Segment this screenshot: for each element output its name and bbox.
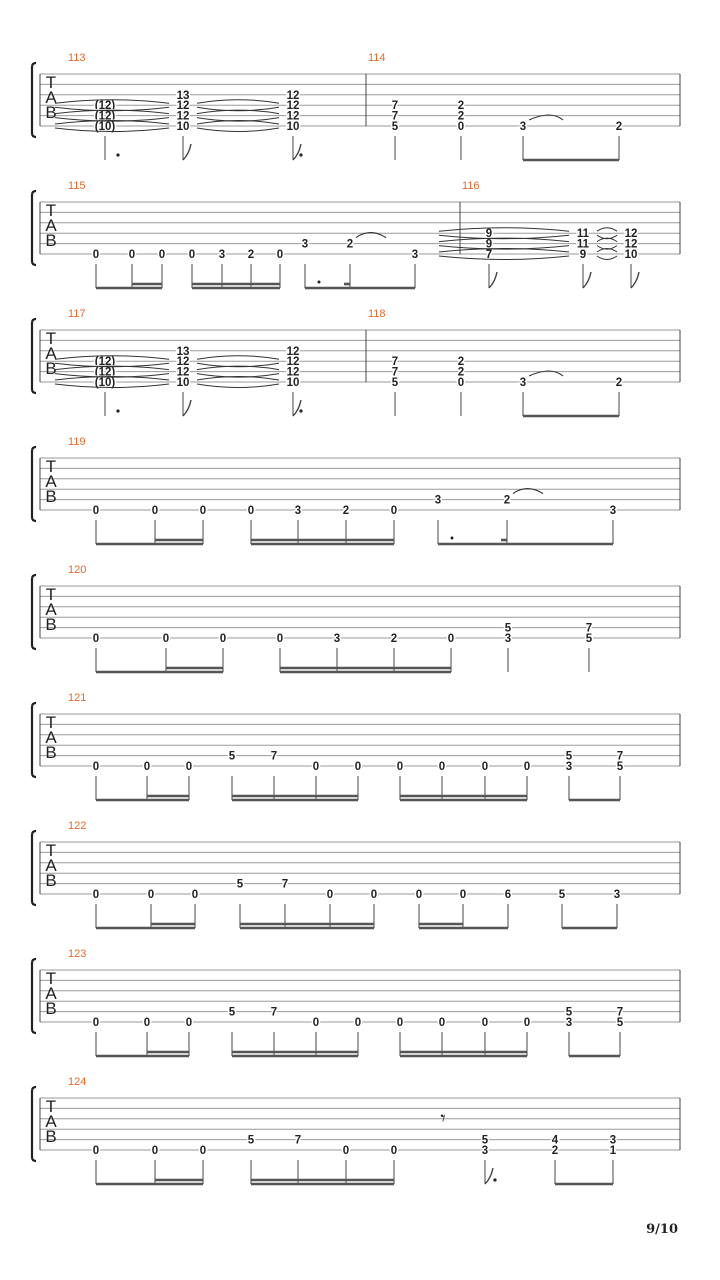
duration-dot xyxy=(493,1178,496,1181)
note-flag xyxy=(293,144,301,160)
fret-number: 10 xyxy=(286,121,300,133)
fret-number: 11 xyxy=(576,238,590,251)
fret-number: 3 xyxy=(434,494,442,507)
fret-number: 12 xyxy=(176,356,190,369)
fret-number: 0 xyxy=(457,377,465,389)
fret-number: 5 xyxy=(504,622,512,635)
duration-dot xyxy=(116,153,119,156)
measure-number: 116 xyxy=(462,180,480,192)
fret-number: 5 xyxy=(228,750,236,763)
fret-number: 10 xyxy=(176,121,190,133)
fret-number: 3 xyxy=(411,249,419,261)
fret-number: 0 xyxy=(354,1017,362,1029)
fret-number: 3 xyxy=(609,1134,617,1147)
fret-number: 3 xyxy=(519,377,527,389)
fret-number: 7 xyxy=(391,356,399,369)
fret-number: 3 xyxy=(294,505,302,517)
note-flag xyxy=(183,144,191,160)
measure-number: 123 xyxy=(68,948,87,960)
fret-number: 5 xyxy=(585,633,593,645)
system-bracket xyxy=(32,703,36,777)
fret-number: 2 xyxy=(615,121,623,133)
fret-number: (12) xyxy=(94,100,116,113)
fret-number: 0 xyxy=(151,1145,159,1157)
fret-number: 3 xyxy=(301,238,309,251)
fret-number: 12 xyxy=(286,100,300,113)
fret-number: 0 xyxy=(158,249,166,261)
system-bracket xyxy=(32,575,36,649)
measure-number: 115 xyxy=(68,180,86,192)
fret-number: 12 xyxy=(624,228,638,241)
note-flag xyxy=(183,400,191,416)
fret-number: 0 xyxy=(457,121,465,133)
fret-number: 3 xyxy=(218,249,226,261)
fret-number: 0 xyxy=(326,889,334,901)
fret-number: 5 xyxy=(558,889,566,901)
tab-clef-letter: A xyxy=(45,856,57,875)
fret-number: 0 xyxy=(276,633,284,645)
tie-arc xyxy=(197,128,279,132)
fret-number: 5 xyxy=(565,750,573,763)
fret-number: 0 xyxy=(199,505,207,517)
fret-number: 10 xyxy=(624,249,638,261)
fret-number: 5 xyxy=(616,761,624,773)
measure-number: 122 xyxy=(68,820,87,832)
tab-system xyxy=(32,1076,680,1184)
tie-arc xyxy=(439,256,569,260)
fret-number: 0 xyxy=(92,633,100,645)
fret-number: 2 xyxy=(342,505,350,517)
fret-number: 5 xyxy=(391,121,399,133)
fret-number: 0 xyxy=(438,1017,446,1029)
tab-system xyxy=(32,436,680,544)
fret-number: 0 xyxy=(396,761,404,773)
fret-number: 7 xyxy=(281,878,289,891)
tab-clef-letter: T xyxy=(45,585,57,604)
system-bracket xyxy=(32,191,36,265)
note-flag xyxy=(583,272,591,288)
fret-number: 5 xyxy=(481,1134,489,1147)
fret-number: 0 xyxy=(312,761,320,773)
system-bracket xyxy=(32,959,36,1033)
fret-number: 13 xyxy=(176,89,190,102)
fret-number: 0 xyxy=(276,249,284,261)
fret-number: 4 xyxy=(551,1134,559,1147)
fret-number: 2 xyxy=(457,100,465,113)
fret-number: 5 xyxy=(247,1134,255,1147)
note-flag xyxy=(485,1168,493,1184)
fret-number: (10) xyxy=(94,121,116,133)
fret-number: 10 xyxy=(176,377,190,389)
fret-number: 0 xyxy=(481,1017,489,1029)
fret-number: 0 xyxy=(185,761,193,773)
fret-number: 0 xyxy=(188,249,196,261)
fret-number: 13 xyxy=(176,345,190,358)
fret-number: 7 xyxy=(616,750,624,763)
fret-number: 12 xyxy=(286,356,300,369)
fret-number: 0 xyxy=(370,889,378,901)
tab-clef-letter: A xyxy=(45,216,57,235)
fret-number: 0 xyxy=(459,889,467,901)
measure-number: 120 xyxy=(68,564,87,576)
fret-number: 0 xyxy=(92,1145,100,1157)
note-flag xyxy=(293,400,301,416)
tab-clef-letter: T xyxy=(45,969,57,988)
fret-number: 0 xyxy=(390,1145,398,1157)
fret-number: 0 xyxy=(92,889,100,901)
measure-number: 117 xyxy=(68,308,86,320)
fret-number: 12 xyxy=(286,366,300,379)
tab-clef-letter: A xyxy=(45,88,57,107)
fret-number: 12 xyxy=(286,110,300,123)
measure-number: 118 xyxy=(368,308,386,320)
fret-number: 0 xyxy=(191,889,199,901)
tab-clef-letter: B xyxy=(45,359,57,378)
tie-arc xyxy=(439,228,569,232)
fret-number: 0 xyxy=(92,505,100,517)
system-bracket xyxy=(32,319,36,393)
tab-system xyxy=(32,180,680,288)
tab-clef-letter: T xyxy=(45,1097,57,1116)
fret-number: 7 xyxy=(585,622,593,635)
fret-number: 3 xyxy=(565,761,573,773)
tab-system xyxy=(32,308,680,416)
tab-clef-letter: B xyxy=(45,743,57,762)
tab-clef-letter: A xyxy=(45,472,57,491)
tab-clef-letter: B xyxy=(45,615,57,634)
tab-system xyxy=(32,820,680,928)
fret-number: 2 xyxy=(390,633,398,645)
tab-clef-letter: T xyxy=(45,713,57,732)
measure-number: 121 xyxy=(68,692,87,704)
fret-number: 0 xyxy=(185,1017,193,1029)
fret-number: 0 xyxy=(162,633,170,645)
fret-number: 7 xyxy=(391,100,399,113)
tab-clef-letter: B xyxy=(45,999,57,1018)
system-bracket xyxy=(32,831,36,905)
fret-number: 9 xyxy=(579,249,587,261)
fret-number: 12 xyxy=(176,100,190,113)
fret-number: 0 xyxy=(481,761,489,773)
fret-number: 3 xyxy=(609,505,617,517)
tab-clef-letter: B xyxy=(45,871,57,890)
tie-arc xyxy=(197,100,279,104)
measure-number: 119 xyxy=(68,436,86,448)
fret-number: 0 xyxy=(247,505,255,517)
fret-number: 5 xyxy=(565,1006,573,1019)
fret-number: 5 xyxy=(236,878,244,891)
fret-number: 7 xyxy=(270,1006,278,1019)
tie-arc xyxy=(597,228,617,232)
fret-number: (10) xyxy=(94,377,116,389)
tie-arc xyxy=(597,256,617,260)
fret-number: 2 xyxy=(551,1145,559,1157)
fret-number: 7 xyxy=(485,249,493,261)
tab-clef-letter: B xyxy=(45,1127,57,1146)
fret-number: 0 xyxy=(151,505,159,517)
fret-number: 0 xyxy=(415,889,423,901)
tab-clef-letter: T xyxy=(45,841,57,860)
fret-number: 2 xyxy=(247,249,255,261)
fret-number: 7 xyxy=(270,750,278,763)
fret-number: 12 xyxy=(624,238,638,251)
fret-number: 2 xyxy=(503,494,511,507)
duration-dot xyxy=(318,281,321,284)
fret-number: 10 xyxy=(286,377,300,389)
fret-number: 0 xyxy=(147,889,155,901)
fret-number: 3 xyxy=(333,633,341,645)
note-flag xyxy=(631,272,639,288)
fret-number: 9 xyxy=(485,238,493,251)
rest-symbol: 𝄾 xyxy=(440,1105,446,1130)
fret-number: 9 xyxy=(485,228,493,241)
tab-clef-letter: A xyxy=(45,728,57,747)
fret-number: 5 xyxy=(616,1017,624,1029)
fret-number: 0 xyxy=(312,1017,320,1029)
fret-number: 3 xyxy=(504,633,512,645)
tab-clef-letter: B xyxy=(45,231,57,250)
fret-number: (12) xyxy=(94,366,116,379)
fret-number: 7 xyxy=(616,1006,624,1019)
fret-number: 7 xyxy=(294,1134,302,1147)
fret-number: 12 xyxy=(176,366,190,379)
fret-number: 2 xyxy=(457,110,465,123)
tab-system xyxy=(32,948,680,1056)
tab-clef-letter: A xyxy=(45,984,57,1003)
fret-number: 0 xyxy=(438,761,446,773)
measure-number: 124 xyxy=(68,1076,87,1088)
fret-number: 5 xyxy=(228,1006,236,1019)
tab-clef-letter: B xyxy=(45,103,57,122)
fret-number: 12 xyxy=(286,345,300,358)
fret-number: 0 xyxy=(92,249,100,261)
fret-number: 0 xyxy=(92,761,100,773)
fret-number: 0 xyxy=(523,1017,531,1029)
tab-clef-letter: T xyxy=(45,201,57,220)
fret-number: 2 xyxy=(346,238,354,251)
fret-number: 0 xyxy=(92,1017,100,1029)
fret-number: 2 xyxy=(457,356,465,369)
fret-number: 12 xyxy=(176,110,190,123)
tab-system xyxy=(32,52,680,160)
fret-number: 2 xyxy=(615,377,623,389)
fret-number: 6 xyxy=(504,889,512,901)
fret-number: 12 xyxy=(286,89,300,102)
system-bracket xyxy=(32,1087,36,1161)
fret-number: 3 xyxy=(481,1145,489,1157)
tab-clef-letter: B xyxy=(45,487,57,506)
tab-clef-letter: T xyxy=(45,329,57,348)
duration-dot xyxy=(451,537,454,540)
duration-dot xyxy=(299,409,302,412)
fret-number: 0 xyxy=(390,505,398,517)
tab-clef-letter: A xyxy=(45,600,57,619)
fret-number: 0 xyxy=(396,1017,404,1029)
fret-number: 1 xyxy=(609,1145,617,1157)
fret-number: 0 xyxy=(523,761,531,773)
fret-number: 7 xyxy=(391,366,399,379)
duration-dot xyxy=(299,153,302,156)
tab-system xyxy=(32,692,680,800)
fret-number: 11 xyxy=(576,228,590,241)
fret-number: 0 xyxy=(342,1145,350,1157)
tie-arc xyxy=(197,384,279,388)
fret-number: 3 xyxy=(565,1017,573,1029)
duration-dot xyxy=(116,409,119,412)
fret-number: 0 xyxy=(354,761,362,773)
page-number: 9/10 xyxy=(646,1222,678,1237)
tie-arc xyxy=(197,356,279,360)
tab-system xyxy=(32,564,680,672)
tab-clef-letter: T xyxy=(45,457,57,476)
fret-number: 3 xyxy=(519,121,527,133)
fret-number: 0 xyxy=(219,633,227,645)
fret-number: 2 xyxy=(457,366,465,379)
fret-number: (12) xyxy=(94,110,116,123)
fret-number: 0 xyxy=(143,1017,151,1029)
tab-clef-letter: A xyxy=(45,344,57,363)
fret-number: 5 xyxy=(391,377,399,389)
fret-number: 7 xyxy=(391,110,399,123)
fret-number: 3 xyxy=(613,889,621,901)
note-flag xyxy=(489,272,497,288)
measure-number: 113 xyxy=(68,52,86,64)
fret-number: 0 xyxy=(143,761,151,773)
fret-number: 0 xyxy=(128,249,136,261)
fret-number: (12) xyxy=(94,356,116,369)
measure-number: 114 xyxy=(368,52,386,64)
system-bracket xyxy=(32,63,36,137)
tab-clef-letter: A xyxy=(45,1112,57,1131)
tab-clef-letter: T xyxy=(45,73,57,92)
fret-number: 0 xyxy=(199,1145,207,1157)
system-bracket xyxy=(32,447,36,521)
fret-number: 0 xyxy=(447,633,455,645)
